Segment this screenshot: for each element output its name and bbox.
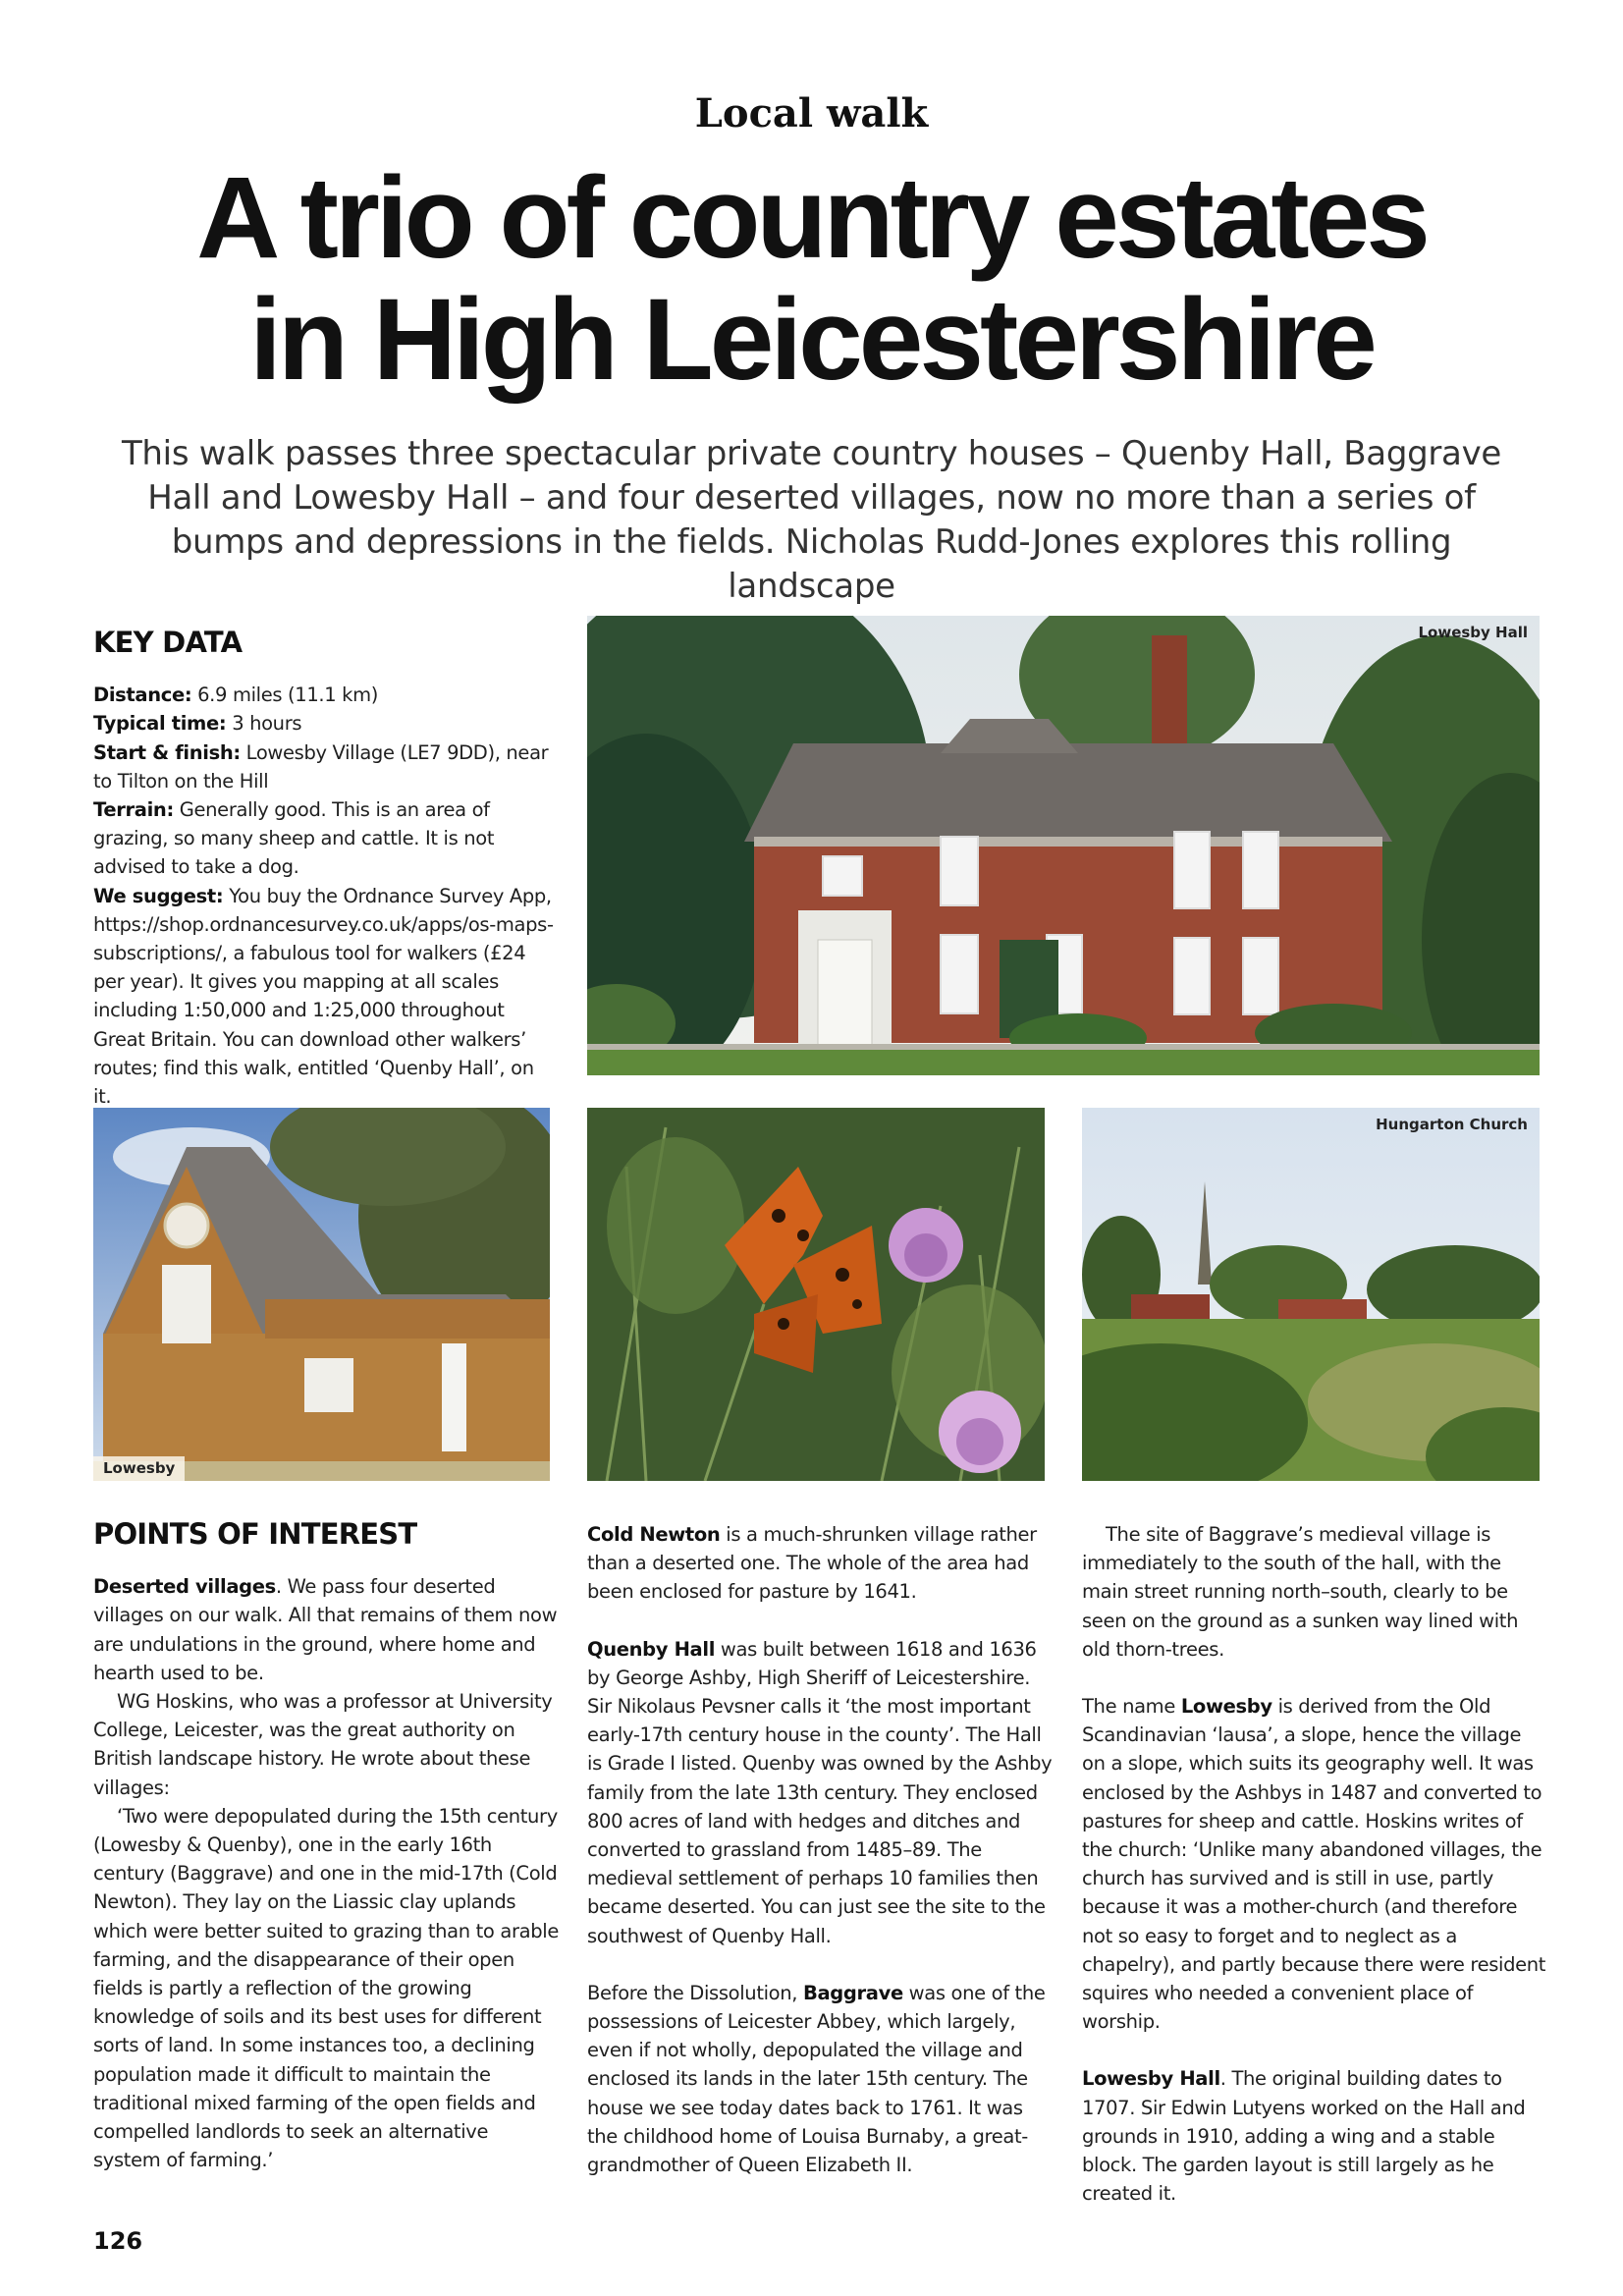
cold-newton-paragraph	[587, 1520, 1055, 1607]
lowesby-hall-term: Lowesby Hall	[1082, 2067, 1220, 2091]
photo-butterfly	[587, 1108, 1045, 1481]
lowesby-term: Lowesby	[1180, 1695, 1272, 1719]
butterfly-image	[587, 1108, 1045, 1481]
headline-line-1: A trio of country estates	[196, 153, 1427, 283]
start-label: Start & finish:	[93, 740, 241, 764]
kicker: Local walk	[694, 90, 929, 137]
key-data-distance	[93, 681, 555, 709]
quenby-hall-text: was built between 1618 and 1636 by George Ashby, High Sheriff of Leicestershire. Sir Nikolaus Pevsner calls it ‘the most important early-17th century house in the county’. The Hall is Grade I listed. Quenby was owned by the Ashby family from the late 13th century. They enclosed 800 acres of land with hedges and ditches and converted to grassland from 1485–89. The medieval settlement of perhaps 10 families then became deserted. You can just see the site to the southwest of Quenby Hall.	[587, 1637, 1053, 1947]
poi-heading: POINTS OF INTEREST	[93, 1517, 417, 1551]
photo-lowesby	[93, 1108, 550, 1481]
caption-bar-lowesby	[93, 1456, 185, 1481]
distance-label: Distance:	[93, 683, 192, 707]
baggrave-pre: Before the Dissolution,	[587, 1981, 803, 2004]
headline-line-2: in High Leicestershire	[249, 275, 1374, 405]
time-value: 3 hours	[226, 712, 302, 736]
baggrave-term: Baggrave	[802, 1981, 903, 2004]
key-data-start	[93, 738, 555, 795]
photo-lowesby-hall	[587, 616, 1540, 1075]
terrain-label: Terrain:	[93, 798, 174, 822]
baggrave-paragraph	[587, 1979, 1055, 2179]
baggrave-text: was one of the possessions of Leicester Abbey, which largely, even if not wholly, depopulated the village and enclosed its lands in the later 15th century. The house we see today dates back to 1761. It was the childhood home of Louisa Burnaby, a great-grandmother of Queen Elizabeth II.	[587, 1981, 1046, 2177]
poi-p1-text: . We pass four deserted villages on our walk. All that remains of them now are undulations in the ground, where home and hearth used to be.	[93, 1575, 558, 1684]
key-data-time	[93, 709, 555, 738]
start-value: Lowesby Village (LE7 9DD), near to Tilton on the Hill	[93, 740, 549, 793]
key-data-terrain	[93, 795, 555, 882]
lowesby-name-paragraph	[1082, 1692, 1549, 2036]
poi-paragraph-2: WG Hoskins, who was a professor at University College, Leicester, was the great authority on British landscape history. He wrote about these villages:	[93, 1690, 553, 1799]
baggrave-village-paragraph: The site of Baggrave’s medieval village is immediately to the south of the hall, with the main street running north–south, clearly to be seen on the ground as a sunken way lined with old thorn-trees.	[1082, 1523, 1519, 1661]
key-data-suggest	[93, 882, 555, 1112]
suggest-label: We suggest:	[93, 884, 224, 907]
lowesby-hall-text: . The original building dates to 1707. Sir Edwin Lutyens worked on the Hall and grounds in 1910, adding a wing and a stable block. The garden layout is still largely as he created it.	[1082, 2067, 1526, 2206]
article-column-3	[1082, 1520, 1549, 2208]
lowesby-hall-paragraph	[1082, 2064, 1549, 2208]
caption-hungarton-church: Hungarton Church	[1376, 1116, 1528, 1133]
lowesby-building-image	[93, 1108, 550, 1481]
hungarton-church-image	[1082, 1108, 1540, 1481]
points-of-interest	[93, 1517, 560, 2174]
time-label: Typical time:	[93, 712, 227, 736]
lowesby-pre: The name	[1082, 1695, 1181, 1719]
poi-paragraph-3: ‘Two were depopulated during the 15th century (Lowesby & Quenby), one in the early 16th century (Baggrave) and one in the mid-17th (Cold Newton). They lay on the Liassic clay uplands which were better suited to grazing than to arable farming, and the disappearance of their open fields is partly a reflection of the growing knowledge of soils and its best uses for different sorts of land. In some instances too, a declining population made it difficult to maintain the traditional mixed farming of the open fields and compelled landlords to seek an alternative system of farming.’	[93, 1804, 559, 2172]
deserted-villages-term: Deserted villages	[93, 1575, 276, 1599]
standfirst: This walk passes three spectacular private country houses – Quenby Hall, Baggrave Hall and Lowesby Hall – and four deserted villages, now no more than a series of bumps and depressions in the fields. Nicholas Rudd-Jones explores this rolling landscape	[121, 434, 1502, 606]
lowesby-text: is derived from the Old Scandinavian ‘lausa’, a slope, hence the village on a slope, which suits its geography well. It was enclosed by the Ashbys in 1487 and converted to pastures for sheep and cattle. Hoskins writes of the church: ‘Unlike many abandoned villages, the church has survived and is still in use, partly because it was a mother-church (and therefore not so easy to forget and to neglect as a chapelry), and partly because there were resident squires who needed a convenient place of worship.	[1082, 1695, 1546, 2034]
photo-hungarton-church	[1082, 1108, 1540, 1481]
key-data-heading: KEY DATA	[93, 626, 243, 659]
distance-value: 6.9 miles (11.1 km)	[191, 683, 378, 707]
lowesby-hall-image	[587, 616, 1540, 1075]
page-number: 126	[93, 2227, 143, 2255]
caption-lowesby: Lowesby	[103, 1459, 176, 1477]
headline	[0, 153, 1623, 405]
article-column-2	[587, 1520, 1055, 2179]
suggest-value: You buy the Ordnance Survey App, https://shop.ordnancesurvey.co.uk/apps/os-maps-subscriptions/, a fabulous tool for walkers (£24 per year). It gives you mapping at all scales including 1:50,000 and 1:25,000 throughout Great Britain. You can download other walkers’ routes; find this walk, entitled ‘Quenby Hall’, on it.	[93, 884, 554, 1109]
cold-newton-text: is a much-shrunken village rather than a deserted one. The whole of the area had been enclosed for pasture by 1641.	[587, 1523, 1037, 1604]
poi-paragraph-1	[93, 1572, 560, 1687]
quenby-hall-term: Quenby Hall	[587, 1637, 716, 1661]
terrain-value: Generally good. This is an area of grazing, so many sheep and cattle. It is not advised to take a dog.	[93, 798, 495, 879]
cold-newton-term: Cold Newton	[587, 1523, 721, 1546]
caption-lowesby-hall: Lowesby Hall	[1418, 624, 1528, 641]
key-data-box	[93, 626, 555, 1111]
quenby-hall-paragraph	[587, 1635, 1055, 1950]
